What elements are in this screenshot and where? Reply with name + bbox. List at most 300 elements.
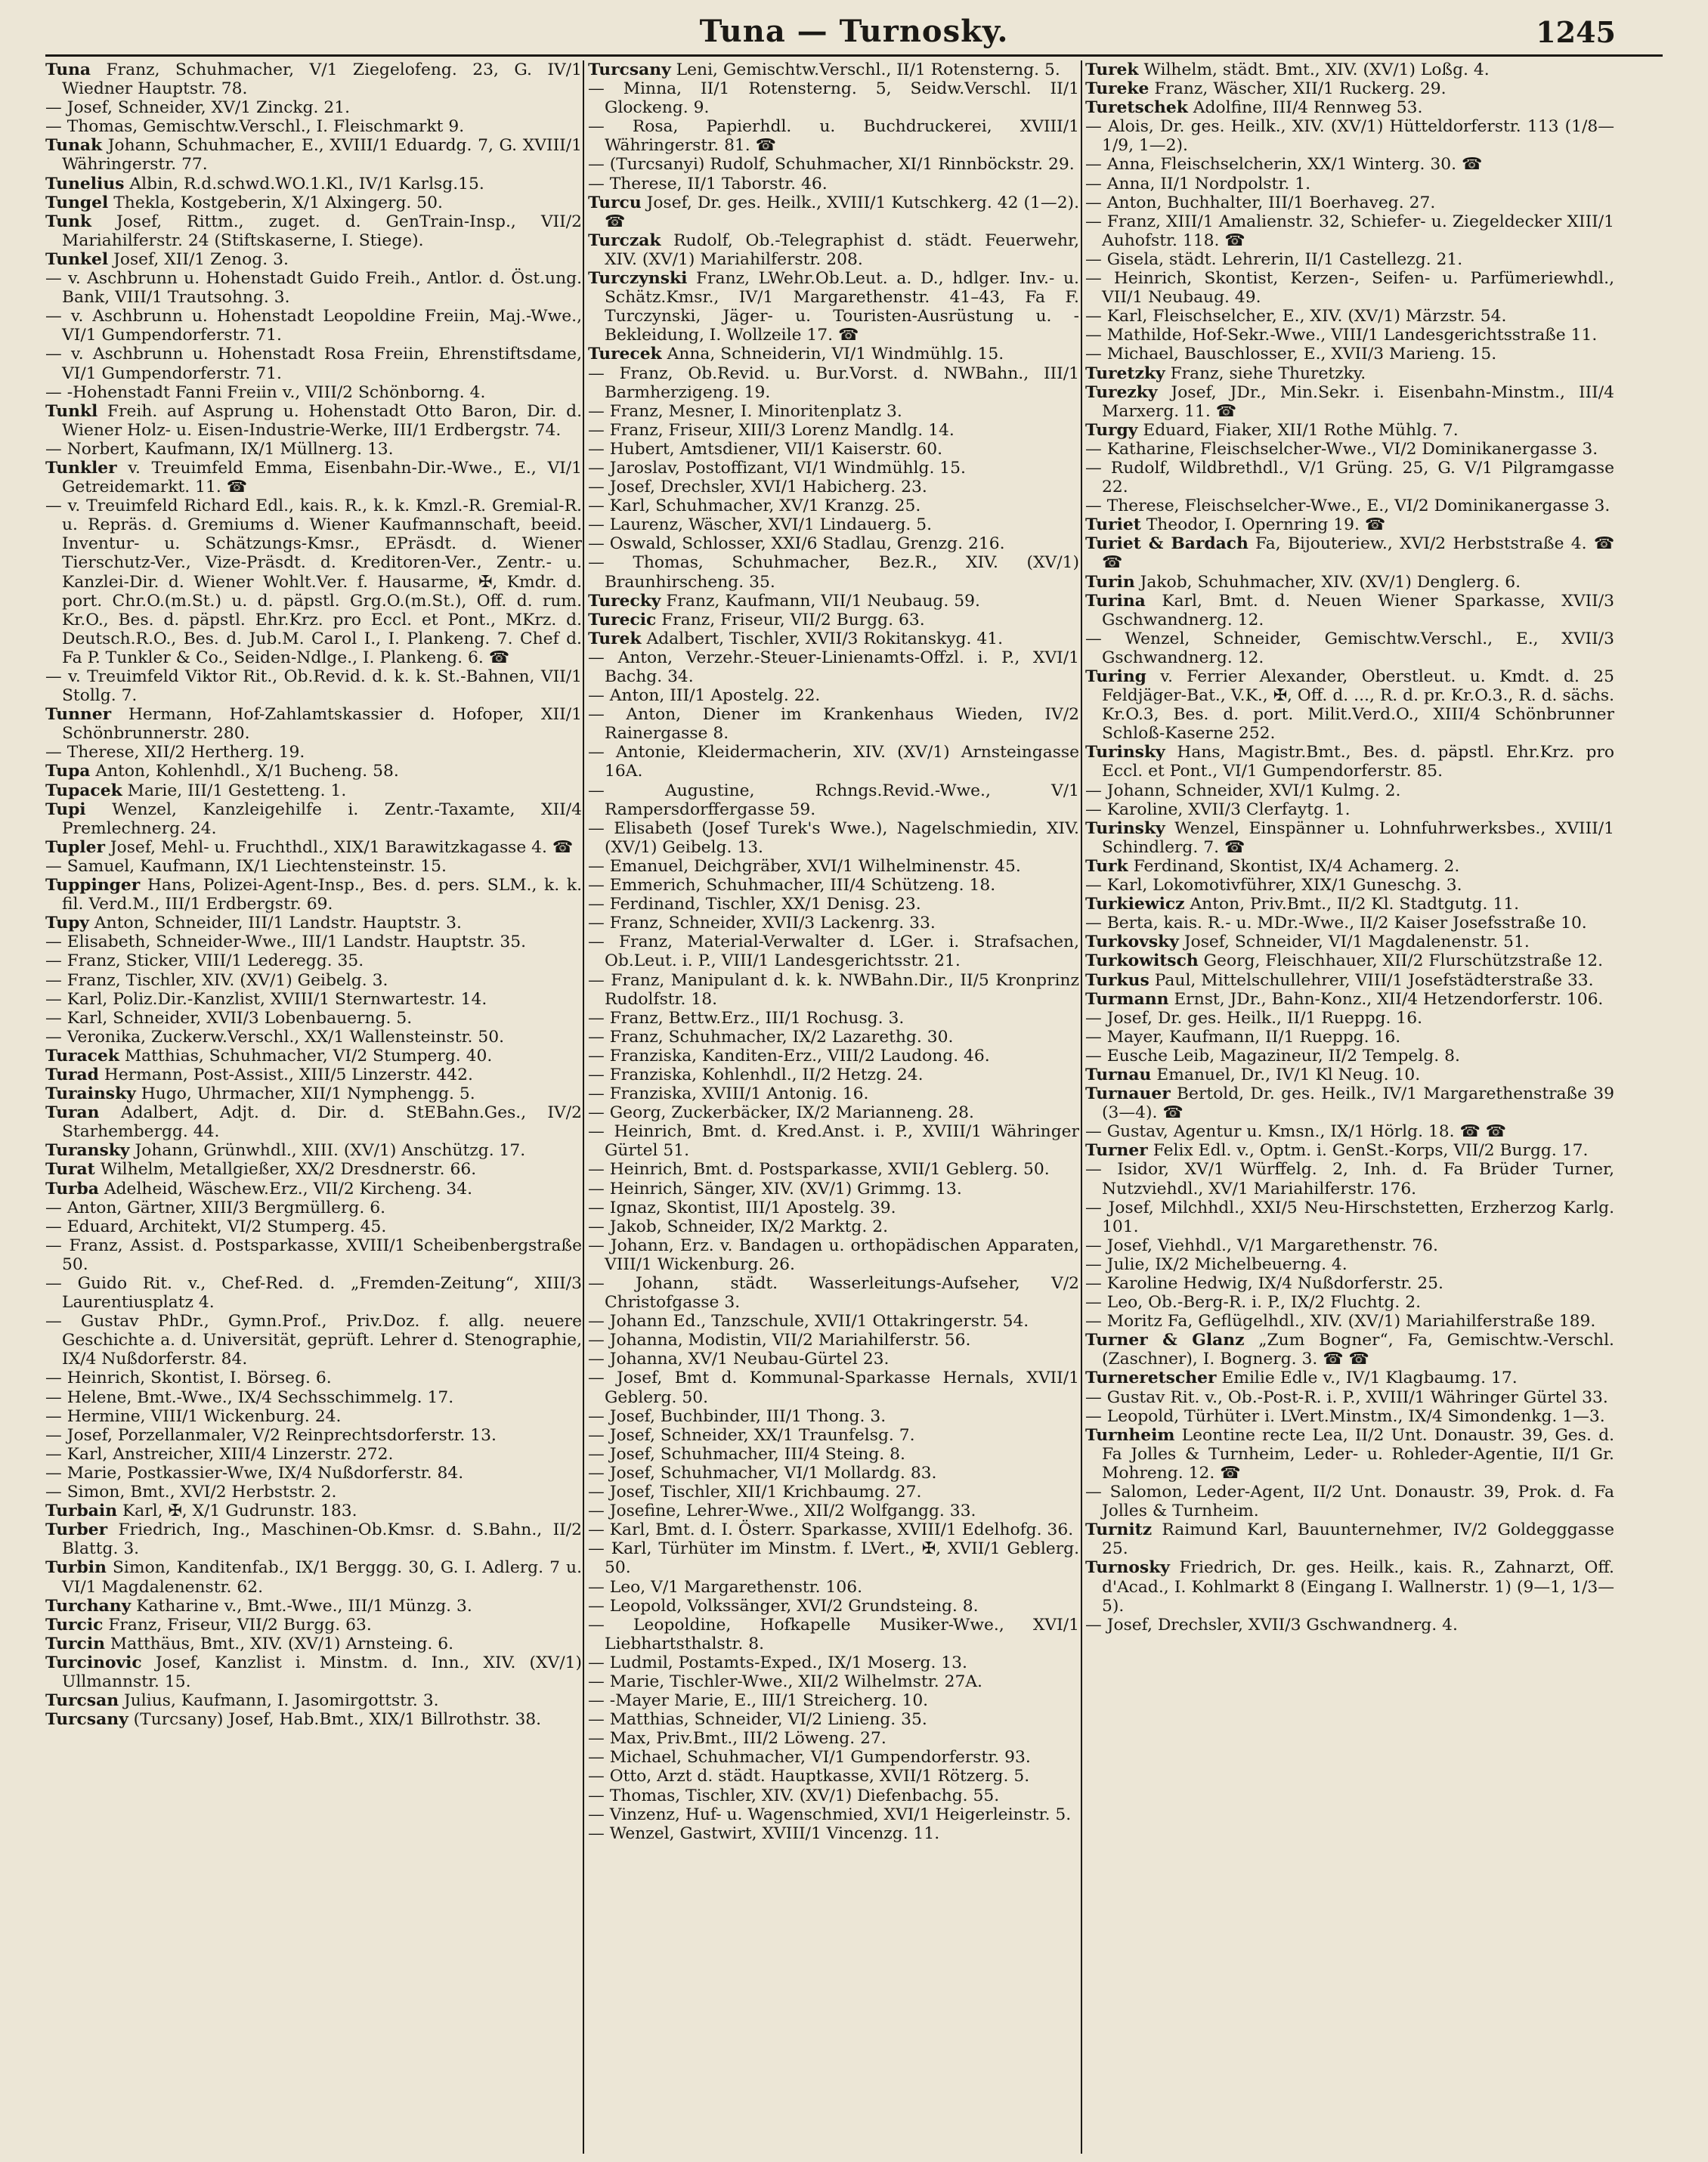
directory-entry — [45, 1141, 582, 1160]
entry-surname: Turcu — [588, 193, 642, 212]
column-right — [1085, 60, 1614, 2154]
directory-entry — [588, 1767, 1079, 1786]
entry-surname: Tupacek — [45, 781, 122, 800]
entry-details: Thekla, Kostgeberin, X/1 Alxingerg. 50. — [113, 193, 443, 212]
entry-details: — Leopold, Türhüter i. LVert.Minstm., IX/4 Simondenkg. 1—3. — [1085, 1406, 1605, 1426]
entry-surname: Tuna — [45, 60, 91, 79]
entry-details: Jakob, Schuhmacher, XIV. (XV/1) Denglerg. 6. — [1140, 572, 1521, 592]
directory-entry — [588, 1578, 1079, 1597]
entry-details: — Franz, Friseur, XIII/3 Lorenz Mandlg. 14. — [588, 420, 955, 440]
directory-entry — [1085, 592, 1614, 629]
directory-entry — [45, 914, 582, 933]
directory-entry — [45, 838, 582, 857]
directory-entry — [588, 402, 1079, 421]
entry-details: — Elisabeth (Josef Turek's Wwe.), Nagelschmiedin, XIV. (XV/1) Geibelg. 13. — [588, 818, 1079, 857]
entry-surname: Turecic — [588, 610, 657, 629]
entry-surname: Tunkler — [45, 458, 117, 478]
page-number: 1245 — [1536, 15, 1616, 49]
page-header — [0, 14, 1708, 59]
directory-entry — [1085, 573, 1614, 592]
entry-details: — -Hohenstadt Fanni Freiin v., VIII/2 Schönborng. 4. — [45, 382, 486, 402]
entry-details: — Therese, Fleischselcher-Wwe., E., VI/2 Dominikanergasse 3. — [1085, 496, 1611, 516]
entry-details: — Anton, Gärtner, XIII/3 Bergmüllerg. 6. — [45, 1198, 386, 1217]
directory-entry — [1085, 1520, 1614, 1558]
directory-entry — [45, 1160, 582, 1179]
entry-surname: Tuppinger — [45, 876, 141, 895]
directory-entry — [1085, 364, 1614, 383]
entry-details: — Franz, Sticker, VIII/1 Lederegg. 35. — [45, 951, 364, 971]
directory-entry — [588, 876, 1079, 895]
entry-surname: Turnosky — [1085, 1558, 1170, 1578]
directory-entry — [588, 175, 1079, 193]
directory-entry — [1085, 1388, 1614, 1407]
entry-details: — Johann, Schneider, XVI/1 Kulmg. 2. — [1085, 781, 1401, 800]
entry-details: — Karl, Poliz.Dir.-Kanzlist, XVIII/1 Sternwartestr. 14. — [45, 989, 487, 1009]
entry-details: — Franz, Tischler, XIV. (XV/1) Geibelg. 3. — [45, 970, 388, 990]
entry-details: Josef, JDr., Min.Sekr. i. Eisenbahn-Minstm., III/4 Marxerg. 11. ☎ — [1102, 382, 1614, 421]
entry-details: Leni, Gemischtw.Verschl., II/1 Rotensterng. 5. — [676, 60, 1060, 79]
directory-entry — [588, 1160, 1079, 1179]
directory-entry — [588, 933, 1079, 970]
entry-details: — Oswald, Schlosser, XXI/6 Stadlau, Grenzg. 216. — [588, 534, 1005, 554]
directory-entry — [45, 1445, 582, 1464]
entry-details: — Franz, Material-Verwalter d. LGer. i. Strafsachen, Ob.Leut. i. P., VIII/1 Landesgerichtsstr. 21. — [588, 933, 1079, 971]
directory-entry — [45, 1388, 582, 1407]
directory-entry — [45, 1199, 582, 1217]
entry-details: Emanuel, Dr., IV/1 Kl Neug. 10. — [1156, 1065, 1421, 1084]
entry-details: Adelheid, Wäschew.Erz., VII/2 Kircheng. 34. — [104, 1179, 473, 1199]
directory-entry — [588, 1312, 1079, 1331]
directory-entry — [588, 1369, 1079, 1406]
directory-entry — [1085, 1255, 1614, 1274]
entry-details: — Franz, Schuhmacher, IX/2 Lazarethg. 30. — [588, 1027, 954, 1047]
entry-details: Theodor, I. Opernring 19. ☎ — [1146, 515, 1385, 535]
entry-details: — Georg, Zuckerbäcker, IX/2 Marianneng. 28. — [588, 1103, 974, 1123]
directory-entry — [1085, 1616, 1614, 1635]
directory-entry — [588, 1084, 1079, 1103]
entry-details: Hans, Polizei-Agent-Insp., Bes. d. pers. SLM., k. k. fil. Verd.M., III/1 Erdbergstr. 69. — [62, 876, 582, 914]
entry-details: — Gustav Rit. v., Ob.-Post-R. i. P., XVIII/1 Währinger Gürtel 33. — [1085, 1387, 1608, 1407]
directory-entry — [588, 857, 1079, 876]
directory-entry — [1085, 1084, 1614, 1122]
entry-details: — Helene, Bmt.-Wwe., IX/4 Sechsschimmelg. 17. — [45, 1387, 454, 1407]
directory-entry — [588, 231, 1079, 269]
entry-details: — Karl, Anstreicher, XIII/4 Linzerstr. 272. — [45, 1444, 394, 1464]
entry-surname: Turetschek — [1085, 98, 1188, 118]
directory-entry — [1085, 667, 1614, 743]
directory-entry — [588, 629, 1079, 648]
entry-details: — Mayer, Kaufmann, II/1 Rueppg. 16. — [1085, 1027, 1401, 1047]
entry-details: — v. Aschbrunn u. Hohenstadt Guido Freih., Antlor. d. Öst.ung. Bank, VIII/1 Trautsohng. 3. — [45, 269, 582, 308]
directory-entry — [45, 1312, 582, 1369]
entry-details: — Johann, städt. Wasserleitungs-Aufseher, V/2 Christofgasse 3. — [588, 1274, 1079, 1313]
entry-details: Friedrich, Ing., Maschinen-Ob.Kmsr. d. S.Bahn., II/2 Blattg. 3. — [62, 1520, 582, 1559]
directory-entry — [45, 743, 582, 762]
entry-details: v. Treuimfeld Emma, Eisenbahn-Dir.-Wwe., E., VI/1 Getreidemarkt. 11. ☎ — [62, 458, 582, 497]
entry-details: Johann, Grünwhdl., XIII. (XV/1) Anschützg. 17. — [135, 1141, 526, 1161]
entry-details: — Josef, Viehhdl., V/1 Margarethenstr. 76. — [1085, 1236, 1438, 1255]
entry-details: Simon, Kanditenfab., IX/1 Berggg. 30, G. I. Adlerg. 7 u. VI/1 Magdalenenstr. 62. — [62, 1558, 582, 1597]
entry-details: — Otto, Arzt d. städt. Hauptkasse, XVII/1 Rötzerg. 5. — [588, 1767, 1030, 1786]
directory-entry — [1085, 421, 1614, 440]
directory-entry — [45, 175, 582, 193]
entry-details: — Josef, Tischler, XII/1 Krichbaumg. 27. — [588, 1483, 922, 1502]
directory-entry — [45, 667, 582, 705]
entry-details: — Franz, Manipulant d. k. k. NWBahn.Dir., II/5 Kronprinz Rudolfstr. 18. — [588, 970, 1079, 1009]
entry-surname: Tungel — [45, 193, 109, 212]
directory-entry — [45, 1103, 582, 1141]
entry-details: Ferdinand, Skontist, IX/4 Achamerg. 2. — [1133, 856, 1460, 876]
directory-entry — [588, 1539, 1079, 1577]
directory-entry — [1085, 193, 1614, 212]
entry-surname: Turiet & Bardach — [1085, 534, 1249, 554]
entry-surname: Turezky — [1085, 382, 1158, 402]
directory-entry — [1085, 79, 1614, 98]
entry-details: — Therese, XII/2 Hertherg. 19. — [45, 743, 305, 762]
entry-details: — Eduard, Architekt, VI/2 Stumperg. 45. — [45, 1217, 387, 1236]
directory-entry — [588, 1426, 1079, 1445]
entry-details: Josef, Schneider, VI/1 Magdalenenstr. 51. — [1184, 933, 1530, 952]
directory-entry — [588, 1824, 1079, 1843]
directory-entry — [1085, 155, 1614, 174]
directory-entry — [588, 345, 1079, 363]
entry-details: Johann, Schuhmacher, E., XVIII/1 Eduardg. 7, G. XVIII/1 Währingerstr. 77. — [62, 136, 582, 175]
entry-details: Wilhelm, Metallgießer, XX/2 Dresdnerstr. 66. — [100, 1160, 477, 1180]
directory-entry — [588, 1122, 1079, 1160]
entry-details: — Heinrich, Skontist, Kerzen-, Seifen- u. Parfümeriewhdl., VII/1 Neubaug. 49. — [1085, 269, 1614, 308]
entry-details: — Johann, Erz. v. Bandagen u. orthopädischen Apparaten, VIII/1 Wickenburg. 26. — [588, 1236, 1079, 1274]
entry-details: — Josef, Drechsler, XVI/1 Habicherg. 23. — [588, 478, 927, 497]
entry-details: — Michael, Bauschlosser, E., XVII/3 Marieng. 15. — [1085, 345, 1497, 364]
entry-details: — Thomas, Schuhmacher, Bez.R., XIV. (XV/1) Braunhirscheng. 35. — [588, 553, 1079, 592]
directory-entry — [45, 1426, 582, 1445]
entry-details: — Karoline Hedwig, IX/4 Nußdorferstr. 25. — [1085, 1274, 1443, 1293]
entry-details: — Josef, Drechsler, XVII/3 Gschwandnerg. 4. — [1085, 1615, 1458, 1635]
directory-entry — [588, 1274, 1079, 1312]
directory-entry — [588, 1710, 1079, 1729]
entry-surname: Turk — [1085, 856, 1128, 876]
entry-details: — Josef, Schuhmacher, VI/1 Mollardg. 83. — [588, 1463, 937, 1483]
directory-entry — [45, 990, 582, 1009]
entry-details: Albin, R.d.schwd.WO.1.Kl., IV/1 Karlsg.15. — [129, 174, 484, 193]
entry-surname: Turina — [1085, 591, 1146, 611]
entry-details: — Franz, Mesner, I. Minoritenplatz 3. — [588, 401, 902, 421]
entry-details: Hermann, Post-Assist., XIII/5 Linzerstr. 442. — [104, 1065, 473, 1084]
directory-entry — [45, 1217, 582, 1236]
directory-entry — [1085, 1407, 1614, 1426]
entry-details: — Karoline, XVII/3 Clerfaytg. 1. — [1085, 800, 1351, 819]
entry-surname: Turcsany — [588, 60, 671, 79]
directory-entry — [45, 212, 582, 250]
directory-entry — [1085, 1558, 1614, 1615]
directory-entry — [1085, 990, 1614, 1009]
directory-entry — [1085, 383, 1614, 421]
entry-details: — Rudolf, Wildbrethdl., V/1 Grüng. 25, G. V/1 Pilgramgasse 22. — [1085, 458, 1614, 497]
entry-details: Hermann, Hof-Zahlamtskassier d. Hofoper, XII/1 Schönbrunnerstr. 280. — [62, 705, 582, 744]
entry-details: — Hubert, Amtsdiener, VII/1 Kaiserstr. 60. — [588, 439, 943, 459]
directory-entry — [45, 971, 582, 990]
entry-surname: Tunelius — [45, 174, 125, 193]
entry-details: Eduard, Fiaker, XII/1 Rothe Mühlg. 7. — [1143, 420, 1459, 440]
directory-entry — [45, 117, 582, 136]
entry-details: — Karl, Türhüter im Minstm. f. LVert., ✠, XVII/1 Geblerg. 50. — [588, 1539, 1079, 1578]
directory-entry — [588, 1199, 1079, 1217]
directory-entry — [588, 364, 1079, 402]
entry-details: Georg, Fleischhauer, XII/2 Flurschützstraße 12. — [1203, 951, 1604, 971]
directory-entry — [1085, 876, 1614, 895]
directory-entry — [1085, 1066, 1614, 1084]
entry-details: — Veronika, Zuckerw.Verschl., XX/1 Wallensteinstr. 50. — [45, 1027, 505, 1047]
entry-details: Wenzel, Kanzleigehilfe i. Zentr.-Taxamte, XII/4 Premlechnerg. 24. — [62, 800, 582, 838]
directory-entry — [588, 1786, 1079, 1805]
entry-surname: Turiet — [1085, 515, 1141, 535]
entry-surname: Turkus — [1085, 970, 1149, 990]
directory-entry — [1085, 175, 1614, 193]
entry-details: — Laurenz, Wäscher, XVI/1 Lindauerg. 5. — [588, 515, 933, 535]
directory-entry — [588, 459, 1079, 478]
entry-details: Franz, LWehr.Ob.Leut. a. D., hdlger. Inv.- u. Schätz.Kmsr., IV/1 Margarethenstr. 41–43, Fa F. Turczynski, Jäger- u. Touristen-Ausrüstung u. -Bekleidung, I. Wollzeile 17. ☎ — [605, 269, 1079, 345]
entry-details: — Heinrich, Bmt. d. Kred.Anst. i. P., XVIII/1 Währinger Gürtel 51. — [588, 1122, 1079, 1161]
entry-surname: Tupler — [45, 837, 105, 857]
entry-surname: Tupy — [45, 914, 89, 933]
entry-details: — Jaroslav, Postoffizant, VI/1 Windmühlg. 15. — [588, 458, 966, 478]
entry-details: — Karl, Schneider, XVII/3 Lobenbauerng. 5. — [45, 1008, 413, 1028]
entry-details: — Alois, Dr. ges. Heilk., XIV. (XV/1) Hütteldorferstr. 113 (1/8—1/9, 1—2). — [1085, 117, 1614, 156]
entry-details: Karl, Bmt. d. Neuen Wiener Sparkasse, XVII/3 Gschwandnerg. 12. — [1102, 591, 1614, 629]
directory-entry — [588, 705, 1079, 743]
directory-entry — [588, 1066, 1079, 1084]
directory-entry — [588, 1217, 1079, 1236]
entry-details: Felix Edl. v., Optm. i. GenSt.-Korps, VII/2 Burgg. 17. — [1153, 1141, 1589, 1161]
entry-details: — Josef, Buchbinder, III/1 Thong. 3. — [588, 1406, 886, 1426]
directory-entry — [1085, 326, 1614, 345]
directory-entry — [1085, 895, 1614, 914]
directory-entry — [588, 1483, 1079, 1502]
header-rule — [45, 54, 1663, 57]
directory-entry — [1085, 1199, 1614, 1236]
directory-entry — [45, 1407, 582, 1426]
entry-surname: Turek — [1085, 60, 1139, 79]
directory-entry — [588, 1653, 1079, 1672]
entry-details: Hans, Magistr.Bmt., Bes. d. päpstl. Ehr.Krz. pro Eccl. et Pont., VI/1 Gumpendorferstr. 85. — [1102, 743, 1614, 781]
directory-entry — [1085, 212, 1614, 250]
entry-surname: Turbain — [45, 1502, 118, 1521]
entry-details: Rudolf, Ob.-Telegraphist d. städt. Feuerwehr, XIV. (XV/1) Mariahilferstr. 208. — [605, 230, 1079, 269]
entry-details: — (Turcsanyi) Rudolf, Schuhmacher, XI/1 Rinnböckstr. 29. — [588, 155, 1075, 175]
entry-surname: Turin — [1085, 572, 1135, 592]
entry-details: — Franz, XIII/1 Amalienstr. 32, Schiefer- u. Ziegeldecker XIII/1 Auhofstr. 118. ☎ — [1085, 212, 1614, 250]
directory-entry — [588, 515, 1079, 534]
directory-entry — [1085, 269, 1614, 307]
entry-surname: Turczak — [588, 230, 661, 250]
directory-entry — [588, 895, 1079, 914]
entry-details: Paul, Mittelschullehrer, VIII/1 Josefstädterstraße 33. — [1154, 970, 1594, 990]
directory-entry — [588, 819, 1079, 857]
entry-surname: Turat — [45, 1160, 95, 1180]
entry-details: — Karl, Fleischselcher, E., XIV. (XV/1) Märzstr. 54. — [1085, 307, 1507, 326]
entry-details: — Gustav PhDr., Gymn.Prof., Priv.Doz. f. allg. neuere Geschichte a. d. Universität, geprüft. Lehrer d. Stenographie, IX/4 Nußdorferstr. 84. — [45, 1312, 582, 1369]
entry-surname: Turing — [1085, 667, 1146, 686]
directory-entry — [45, 1464, 582, 1483]
entry-surname: Turinsky — [1085, 818, 1165, 838]
directory-entry — [1085, 743, 1614, 781]
entry-details: — Therese, II/1 Taborstr. 46. — [588, 174, 828, 193]
entry-surname: Turnau — [1085, 1065, 1152, 1084]
directory-entry — [1085, 1369, 1614, 1387]
entry-details: — Wenzel, Schneider, Gemischtw.Verschl., E., XVII/3 Gschwandnerg. 12. — [1085, 629, 1614, 667]
directory-entry — [588, 743, 1079, 781]
directory-entry — [588, 971, 1079, 1009]
entry-surname: Tunkl — [45, 401, 98, 421]
entry-details: — Simon, Bmt., XVI/2 Herbststr. 2. — [45, 1483, 337, 1502]
column-middle — [588, 60, 1079, 2154]
entry-details: — Hermine, VIII/1 Wickenburg. 24. — [45, 1406, 342, 1426]
directory-entry — [1085, 459, 1614, 496]
entry-details: — Ferdinand, Tischler, XX/1 Denisg. 23. — [588, 895, 921, 914]
directory-entry — [1085, 819, 1614, 857]
entry-details: — Katharine, Fleischselcher-Wwe., VI/2 Dominikanergasse 3. — [1085, 439, 1598, 459]
directory-entry — [588, 79, 1079, 117]
directory-entry — [588, 648, 1079, 686]
entry-surname: Turgy — [1085, 420, 1138, 440]
entry-details: — Moritz Fa, Geflügelhdl., XIV. (XV/1) Mariahilferstraße 189. — [1085, 1312, 1596, 1332]
directory-entry — [45, 933, 582, 951]
directory-entry — [45, 1558, 582, 1596]
directory-entry — [45, 1369, 582, 1387]
directory-entry — [45, 60, 582, 98]
entry-details: Franz, Kaufmann, VII/1 Neubaug. 59. — [666, 591, 980, 611]
directory-entry — [588, 1729, 1079, 1748]
entry-surname: Turainsky — [45, 1084, 136, 1104]
entry-details: — Vinzenz, Huf- u. Wagenschmied, XVI/1 Heigerleinstr. 5. — [588, 1805, 1072, 1824]
entry-surname: Turansky — [45, 1141, 130, 1161]
entry-details: — Anton, III/1 Apostelg. 22. — [588, 686, 821, 706]
entry-details: — Max, Priv.Bmt., III/2 Löweng. 27. — [588, 1729, 886, 1749]
entry-details: — Ludmil, Postamts-Exped., IX/1 Moserg. 13. — [588, 1653, 967, 1672]
entry-details: Leontine recte Lea, II/2 Unt. Donaustr. 39, Ges. d. Fa Jolles & Turnheim, Leder- u. Rohleder-Agentie, II/1 Gr. Mohreng. 12. ☎ — [1102, 1425, 1614, 1483]
directory-entry — [1085, 1274, 1614, 1293]
entry-surname: Turbin — [45, 1558, 107, 1578]
entry-details: Bertold, Dr. ges. Heilk., IV/1 Margarethenstraße 39 (3—4). ☎ — [1102, 1084, 1614, 1123]
directory-entry — [588, 686, 1079, 705]
directory-entry — [45, 1597, 582, 1616]
entry-surname: Tunak — [45, 136, 103, 156]
entry-details: — Heinrich, Bmt. d. Postsparkasse, XVII/1 Geblerg. 50. — [588, 1160, 1050, 1180]
entry-details: Josef, Mehl- u. Fruchthdl., XIX/1 Barawitzkagasse 4. ☎ — [110, 837, 574, 857]
directory-entry — [45, 876, 582, 914]
column-divider — [1081, 60, 1082, 2154]
entry-details: Wenzel, Einspänner u. Lohnfuhrwerksbes., XVIII/1 Schindlerg. 7. ☎ — [1102, 818, 1614, 857]
entry-details: Franz, siehe Thuretzky. — [1170, 363, 1366, 383]
directory-entry — [588, 781, 1079, 819]
directory-entry — [45, 250, 582, 269]
directory-entry — [588, 1350, 1079, 1369]
entry-details: — Augustine, Rchngs.Revid.-Wwe., V/1 Rampersdorffergasse 59. — [588, 781, 1079, 819]
directory-entry — [588, 1028, 1079, 1047]
entry-details: — Emanuel, Deichgräber, XVI/1 Wilhelminenstr. 45. — [588, 856, 1021, 876]
entry-details: — Leo, V/1 Margarethenstr. 106. — [588, 1577, 863, 1597]
directory-entry — [588, 592, 1079, 611]
entry-surname: Turchany — [45, 1596, 132, 1616]
entry-surname: Turcsany — [45, 1710, 128, 1730]
directory-entry — [45, 857, 582, 876]
directory-entry — [588, 1103, 1079, 1122]
entry-details: — Franziska, Kohlenhdl., II/2 Hetzg. 24. — [588, 1065, 924, 1084]
directory-entry — [45, 705, 582, 743]
entry-details: — Leo, Ob.-Berg-R. i. P., IX/2 Fluchtg. 2. — [1085, 1293, 1421, 1313]
entry-details: — Thomas, Tischler, XIV. (XV/1) Diefenbachg. 55. — [588, 1786, 1000, 1805]
directory-entry — [1085, 117, 1614, 155]
directory-entry — [588, 155, 1079, 174]
directory-entry — [1085, 1426, 1614, 1483]
entry-surname: Turcic — [45, 1615, 104, 1635]
entry-surname: Turnauer — [1085, 1084, 1171, 1104]
entry-details: Emilie Edle v., IV/1 Klagbaumg. 17. — [1221, 1369, 1518, 1388]
entry-surname: Turad — [45, 1065, 99, 1084]
directory-entry — [45, 1616, 582, 1635]
directory-entry — [1085, 971, 1614, 990]
directory-entry — [45, 496, 582, 667]
column-divider — [583, 60, 584, 2154]
directory-entry — [1085, 857, 1614, 876]
entry-details: — Gisela, städt. Lehrerin, II/1 Castellezg. 21. — [1085, 249, 1463, 269]
entry-details: Josef, Rittm., zuget. d. GenTrain-Insp., VII/2 Mariahilferstr. 24 (Stiftskaserne, I. Stiege). — [62, 212, 582, 250]
entry-surname: Turetzky — [1085, 363, 1165, 383]
entry-details: — Anton, Verzehr.-Steuer-Linienamts-Offzl. i. P., XVI/1 Bachg. 34. — [588, 648, 1079, 686]
directory-entry — [1085, 1160, 1614, 1198]
entry-details: — Johann Ed., Tanzschule, XVII/1 Ottakringerstr. 54. — [588, 1312, 1029, 1332]
entry-details: — v. Treuimfeld Richard Edl., kais. R., k. k. Kmzl.-R. Gremial-R. u. Repräs. d. Gremiums d. Wiener Kaufmannschaft, beeid. Inventur- u. Schätzungs-Kmsr., EPräsdt. d. Wiener Tierschutz-Ver., Vize-Präsdt. d. Kreditoren-Ver., Zentr.- u. Kanzlei-Dir. d. Wiener Wohlt.Ver. f. Hausarme, ✠, Kmdr. d. port. Chr.O.(m.St.) u. d. päpstl. Grg.O.(m.St.), Off. d. rum. Kr.O., Bes. d. päpstl. Ehr.Krz. pro Eccl. et Pont., MKrz. d. Deutsch.R.O., Bes. d. Jub.M. Carol I., I. Plankeng. 7. Chef d. Fa P. Tunkler & Co., Seiden-Ndlge., I. Plankeng. 6. ☎ — [45, 496, 582, 667]
directory-entry — [588, 496, 1079, 515]
directory-entry — [588, 60, 1079, 79]
entry-surname: Turnheim — [1085, 1425, 1175, 1445]
directory-entry — [1085, 307, 1614, 326]
entry-details: — Eusche Leib, Magazineur, II/2 Tempelg. 8. — [1085, 1046, 1460, 1066]
directory-entry — [588, 1236, 1079, 1274]
directory-entry — [45, 1236, 582, 1274]
column-left — [45, 60, 582, 2154]
entry-details: — Johanna, XV/1 Neubau-Gürtel 23. — [588, 1350, 890, 1369]
entry-details: Franz, Schuhmacher, V/1 Ziegelofeng. 23, G. IV/1 Wiedner Hauptstr. 78. — [62, 60, 582, 99]
entry-details: — Anton, Buchhalter, III/1 Boerhaveg. 27. — [1085, 193, 1436, 212]
entry-surname: Turcsan — [45, 1691, 119, 1711]
directory-entry — [1085, 496, 1614, 515]
directory-entry — [45, 307, 582, 345]
directory-entry — [588, 421, 1079, 440]
entry-details: — Marie, Postkassier-Wwe, IX/4 Nußdorferstr. 84. — [45, 1463, 464, 1483]
entry-surname: Turcinovic — [45, 1653, 142, 1672]
entry-surname: Turba — [45, 1179, 99, 1199]
directory-entry — [588, 1180, 1079, 1199]
entry-details: — v. Treuimfeld Viktor Rit., Ob.Revid. d. k. k. St.-Bahnen, VII/1 Stollg. 7. — [45, 667, 582, 706]
entry-details: — Anton, Diener im Krankenhaus Wieden, IV/2 Rainergasse 8. — [588, 705, 1079, 744]
entry-details: — Marie, Tischler-Wwe., XII/2 Wilhelmstr. 27A. — [588, 1672, 982, 1691]
entry-details: — Gustav, Agentur u. Kmsn., IX/1 Hörlg. 18. ☎ ☎ — [1085, 1122, 1506, 1142]
entry-surname: Tunner — [45, 705, 112, 725]
directory-entry — [45, 1520, 582, 1558]
entry-details: Raimund Karl, Bauunternehmer, IV/2 Goldegggasse 25. — [1102, 1520, 1614, 1559]
directory-entry — [45, 402, 582, 440]
entry-details: Franz, Wäscher, XII/1 Ruckerg. 29. — [1154, 79, 1447, 99]
directory-entry — [45, 345, 582, 382]
directory-entry — [45, 800, 582, 838]
entry-surname: Turecky — [588, 591, 661, 611]
entry-surname: Tupi — [45, 800, 86, 819]
directory-entry — [45, 1028, 582, 1047]
entry-details: — Franz, Assist. d. Postsparkasse, XVIII/1 Scheibenbergstraße 50. — [45, 1236, 582, 1274]
directory-entry — [1085, 345, 1614, 363]
page-title: Tuna — Turnosky. — [699, 14, 1009, 49]
